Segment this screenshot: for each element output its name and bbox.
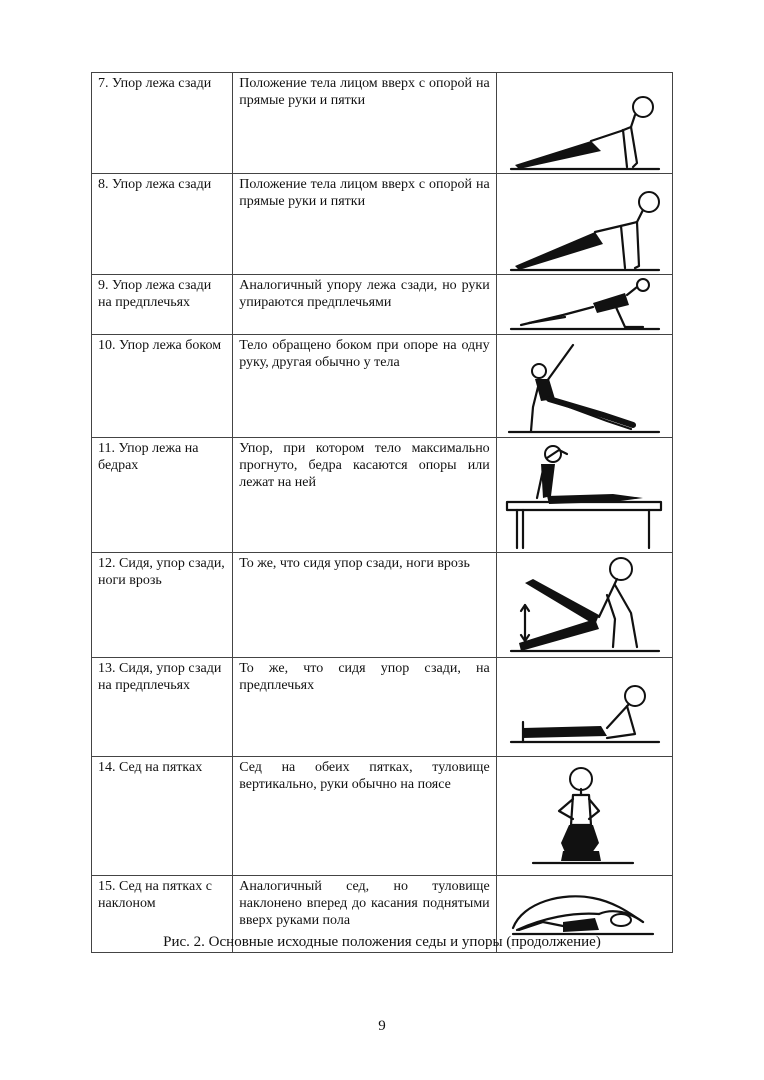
table-row <box>92 757 673 876</box>
position-name: 15. Сед на пятках с наклоном <box>92 876 233 953</box>
position-name: 13. Сидя, упор сзади на предплечьях <box>92 658 233 757</box>
supine-support-icon <box>503 176 666 272</box>
position-description: Упор, при котором тело максимально прогнуто, бедра касаются опоры или лежат на ней <box>233 438 496 553</box>
position-description: Аналогичный сед, но туловище наклонено вперед до касания поднятыми вверх руками пола <box>233 876 496 953</box>
position-name: 8. Упор лежа сзади <box>92 174 233 275</box>
table-row <box>92 335 673 438</box>
hip-support-icon <box>503 440 666 550</box>
position-description: Положение тела лицом вверх с опорой на прямые руки и пятки <box>233 174 496 275</box>
position-name: 11. Упор лежа на бедрах <box>92 438 233 553</box>
table-row <box>92 438 673 553</box>
table-row <box>92 174 673 275</box>
position-name: 10. Упор лежа боком <box>92 335 233 438</box>
figure-caption: Рис. 2. Основные исходные положения седы и упоры (продолжение) <box>163 934 601 950</box>
table-row <box>92 73 673 174</box>
page-number: 9 <box>378 1018 386 1034</box>
position-name: 14. Сед на пятках <box>92 757 233 876</box>
position-description: Сед на обеих пятках, туловище вертикально, руки обычно на поясе <box>233 757 496 876</box>
table-row <box>92 553 673 658</box>
position-name: 7. Упор лежа сзади <box>92 73 233 174</box>
position-description: То же, что сидя упор сзади, на предплечьях <box>233 658 496 757</box>
side-plank-icon <box>503 337 666 435</box>
table-row <box>92 275 673 335</box>
position-description: Аналогичный упору лежа сзади, но руки упираются предплечьями <box>233 275 496 335</box>
position-description: Тело обращено боком при опоре на одну руку, другая обычно у тела <box>233 335 496 438</box>
position-description: То же, что сидя упор сзади, ноги врозь <box>233 553 496 658</box>
supine-support-icon <box>503 75 666 171</box>
seated-rear-support-icon <box>503 555 666 655</box>
forearm-support-icon <box>503 277 666 332</box>
table-row <box>92 658 673 757</box>
heel-sit-icon <box>503 759 666 873</box>
positions-table <box>91 72 673 953</box>
seated-forearm-support-icon <box>503 660 666 754</box>
position-name: 9. Упор лежа сзади на предплечьях <box>92 275 233 335</box>
position-name: 12. Сидя, упор сзади, ноги врозь <box>92 553 233 658</box>
position-description: Положение тела лицом вверх с опорой на прямые руки и пятки <box>233 73 496 174</box>
